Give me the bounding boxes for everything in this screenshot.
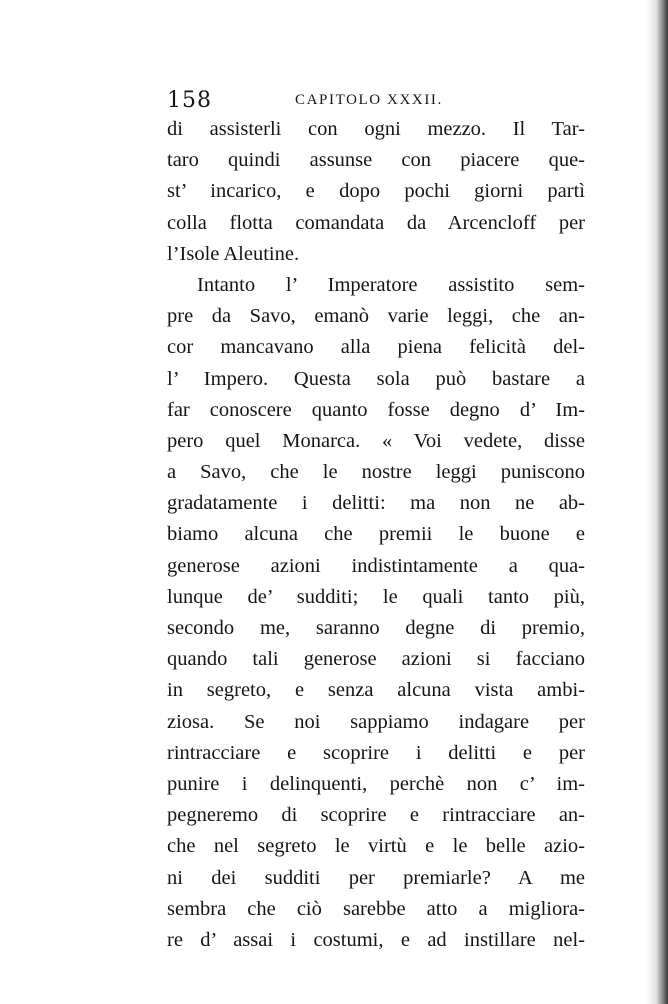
text-line: ni dei sudditi per premiarle? A me — [167, 866, 585, 889]
text-line: in segreto, e senza alcuna vista ambi- — [167, 679, 585, 702]
body-text — [167, 114, 585, 956]
text-line: punire i delinquenti, perchè non c’ im- — [167, 772, 585, 795]
text-line: pre da Savo, emanò varie leggi, che an- — [167, 305, 585, 328]
text-line: a Savo, che le nostre leggi puniscono — [167, 461, 585, 484]
text-line: cor mancavano alla piena felicità del- — [167, 336, 585, 359]
text-line: quando tali generose azioni si facciano — [167, 648, 585, 671]
text-line: colla flotta comandata da Arcencloff per — [167, 211, 585, 234]
text-line: ziosa. Se noi sappiamo indagare per — [167, 710, 585, 733]
text-line: taro quindi assunse con piacere que- — [167, 149, 585, 172]
text-line: lunque de’ sudditi; le quali tanto più, — [167, 585, 585, 608]
text-line: generose azioni indistintamente a qua- — [167, 554, 585, 577]
text-line: che nel segreto le virtù e le belle azio- — [167, 835, 585, 858]
text-line: l’Isole Aleutine. — [167, 242, 300, 265]
text-line: far conoscere quanto fosse degno d’ Im- — [167, 398, 585, 421]
text-line: di assisterli con ogni mezzo. Il Tar- — [167, 118, 585, 140]
text-line: pero quel Monarca. « Voi vedete, disse — [167, 429, 585, 452]
text-line: secondo me, saranno degne di premio, — [167, 617, 585, 639]
page-header — [167, 88, 597, 116]
running-title: CAPITOLO XXXII. — [295, 92, 443, 108]
text-line: sembra che ciò sarebbe atto a migliora- — [167, 897, 585, 920]
page-edge-shadow — [646, 0, 668, 1004]
text-line: rintracciare e scoprire i delitti e per — [167, 741, 585, 764]
text-line: pegneremo di scoprire e rintracciare an- — [167, 804, 585, 827]
text-line: st’ incarico, e dopo pochi giorni partì — [167, 180, 585, 203]
text-line: l’ Impero. Questa sola può bastare a — [167, 367, 585, 390]
page-number: 158 — [167, 88, 212, 113]
text-line: Intanto l’ Imperatore assistito sem- — [197, 273, 585, 296]
text-line: biamo alcuna che premii le buone e — [167, 523, 585, 546]
text-line: gradatamente i delitti: ma non ne ab- — [167, 492, 585, 515]
text-line: re d’ assai i costumi, e ad instillare nel- — [167, 928, 585, 951]
